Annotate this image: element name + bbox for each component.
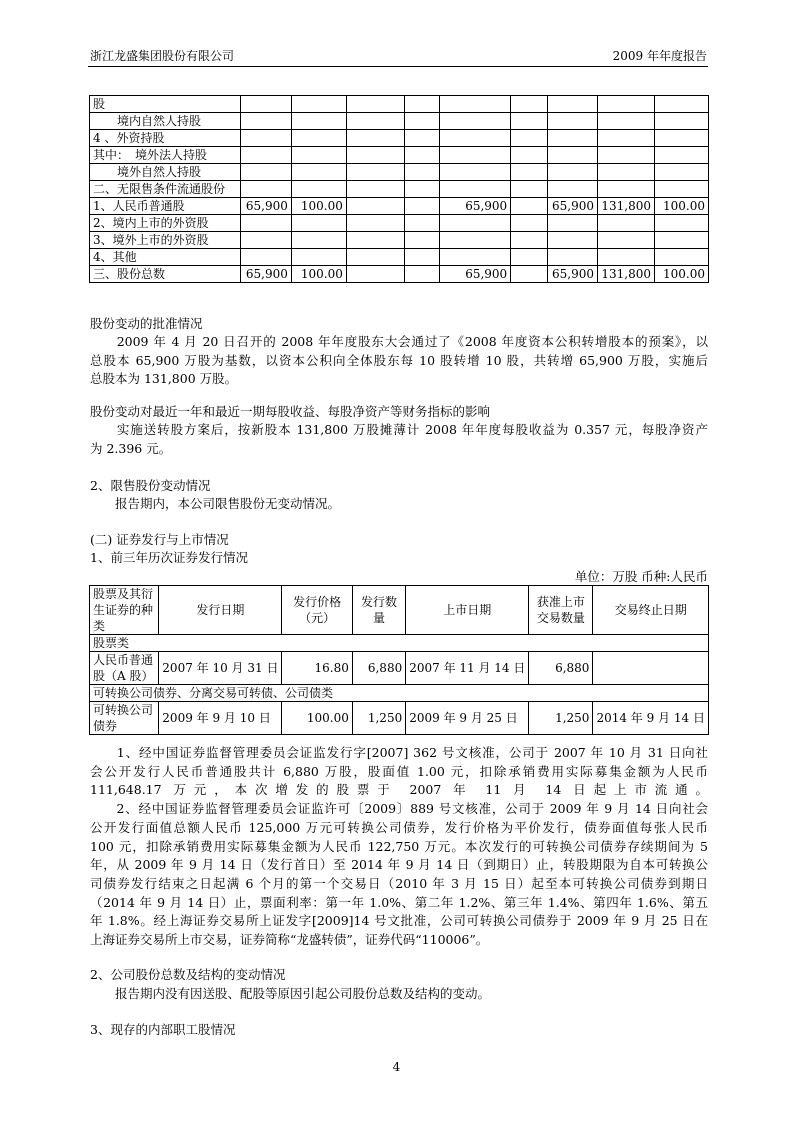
table-cell <box>511 130 548 147</box>
table-row <box>90 232 709 249</box>
group-row <box>90 685 709 702</box>
table-cell: 2009 年 9 月 10 日 <box>159 702 282 735</box>
table-cell: 65,900 <box>240 266 291 283</box>
table-row <box>90 266 709 283</box>
table-cell <box>240 147 291 164</box>
text-line: 报告期内没有因送股、配股等原因引起公司股份总数及结构的变动。 <box>90 986 491 1001</box>
table-cell <box>346 147 404 164</box>
text-line: 为 2.396 元。 <box>90 440 172 456</box>
table-cell: 100.00 <box>654 198 708 215</box>
table-row <box>90 113 709 130</box>
table-row <box>90 652 709 685</box>
table-cell: 2009 年 9 月 25 日 <box>406 702 529 735</box>
table-cell <box>654 164 708 181</box>
table-cell <box>511 181 548 198</box>
table-cell: 1,250 <box>529 702 593 735</box>
table-cell <box>440 130 511 147</box>
table-cell <box>404 130 440 147</box>
table-cell <box>511 96 548 113</box>
total-title: 2、公司股份总数及结构的变动情况 <box>90 967 286 982</box>
table-cell <box>240 215 291 232</box>
text-line: 总股本 65,900 万股为基数，以资本公积向全体股东每 10 股转增 10 股，共转增 65,900 万股，实施后 <box>90 352 708 368</box>
header-report: 2009 年年度报告 <box>612 49 707 63</box>
table-cell <box>240 113 291 130</box>
text-line: 100 元，扣除承销费用实际募集金额为人民币 122,750 万元。本次发行的可转换公司债券存续期间为 5 <box>90 838 708 854</box>
table-cell: 100.00 <box>291 198 346 215</box>
table-row <box>90 96 709 113</box>
text-line: 公开发行面值总额人民币 125,000 万元可转换公司债券，发行价格为平价发行，债券面值每张人民币 <box>90 819 708 835</box>
table-cell <box>346 96 404 113</box>
table-cell <box>654 113 708 130</box>
table-cell <box>654 96 708 113</box>
table-cell <box>511 232 548 249</box>
share-change-table <box>89 95 709 283</box>
table-cell <box>346 249 404 266</box>
table-row <box>90 215 709 232</box>
issue-title: (二) 证券发行与上市情况 <box>90 532 229 547</box>
table-cell <box>291 215 346 232</box>
table-cell <box>440 147 511 164</box>
table-cell <box>404 147 440 164</box>
table-cell <box>548 181 598 198</box>
table-cell <box>597 113 654 130</box>
table-cell: 三、股份总数 <box>90 266 241 283</box>
table-cell <box>291 181 346 198</box>
unit-note: 单位：万股 币种:人民币 <box>574 569 708 584</box>
table-cell <box>346 113 404 130</box>
securities-issue-table <box>89 585 709 735</box>
text-line: 实施送转股方案后，按新股本 131,800 万股摊薄计 2008 年年度每股收益为 0.357 元，每股净资产 <box>90 422 708 437</box>
table-cell <box>240 181 291 198</box>
table-cell: 2007 年 10 月 31 日 <box>159 652 282 685</box>
table-cell <box>548 96 598 113</box>
table-cell <box>291 164 346 181</box>
text-line: 年 1.8%。经上海证券交易所上证发字[2009]14 号文批准，公司可转换公司债券于 2009 年 9 月 25 日在 <box>90 913 708 929</box>
table-cell <box>597 130 654 147</box>
table-row <box>90 702 709 735</box>
text-line: 总股本为 131,800 万股。 <box>90 371 238 387</box>
table-cell <box>548 130 598 147</box>
table-cell <box>240 249 291 266</box>
table-cell <box>654 147 708 164</box>
table-cell <box>548 147 598 164</box>
table-cell <box>511 249 548 266</box>
table-cell: 65,900 <box>440 266 511 283</box>
table-cell <box>291 249 346 266</box>
table-cell <box>404 232 440 249</box>
table-cell: 境内自然人持股 <box>90 113 241 130</box>
table-row <box>90 147 709 164</box>
table-row <box>90 198 709 215</box>
table-cell <box>291 232 346 249</box>
table-cell: 4、其他 <box>90 249 241 266</box>
group-row <box>90 635 709 652</box>
text-line: 司债券发行结束之日起满 6 个月的第一个交易日（2010 年 3 月 15 日）起至本可转换公司债券到期日 <box>90 875 708 891</box>
table-cell: 65,900 <box>240 198 291 215</box>
table-cell <box>346 198 404 215</box>
table-cell <box>511 147 548 164</box>
table-cell <box>291 130 346 147</box>
table-cell <box>597 147 654 164</box>
table-cell <box>404 215 440 232</box>
header-company: 浙江龙盛集团股份有限公司 <box>90 49 235 63</box>
column-header: 发行数量 <box>352 586 405 635</box>
table-cell <box>440 249 511 266</box>
staff-title: 3、现存的内部职工股情况 <box>90 1022 236 1037</box>
table-cell <box>346 181 404 198</box>
text-line: 会公开发行人民币普通股共计 6,880 万股，股面值 1.00 元，扣除承销费用实际募集金额为人民币 <box>90 763 708 779</box>
table-cell: 境外自然人持股 <box>90 164 241 181</box>
text-line: 报告期内，本公司限售股份无变动情况。 <box>90 496 341 511</box>
table-cell <box>440 232 511 249</box>
table-cell <box>404 113 440 130</box>
page-number: 4 <box>392 1060 401 1074</box>
issue-subtitle: 1、前三年历次证券发行情况 <box>90 550 248 565</box>
column-header: 发行价格（元） <box>282 586 352 635</box>
table-cell <box>404 96 440 113</box>
table-cell: 人民币普通股（A 股） <box>90 652 159 685</box>
header-divider <box>88 66 708 67</box>
table-cell <box>404 164 440 181</box>
text-line: 2、经中国证券监督管理委员会证监许可〔2009〕889 号文核准，公司于 2009 年 9 月 14 日向社会 <box>90 801 708 817</box>
table-cell: 100.00 <box>291 266 346 283</box>
table-cell: 100.00 <box>282 702 352 735</box>
table-cell: 其中： 境外法人持股 <box>90 147 241 164</box>
table-cell: 4 、外资持股 <box>90 130 241 147</box>
column-header: 股票及其衍生证券的种类 <box>90 586 159 635</box>
table-cell <box>548 232 598 249</box>
table-cell <box>654 232 708 249</box>
table-cell: 股 <box>90 96 241 113</box>
table-cell <box>597 215 654 232</box>
table-cell: 16.80 <box>282 652 352 685</box>
table-cell <box>240 96 291 113</box>
table-cell: 3、境外上市的外资股 <box>90 232 241 249</box>
restricted-title: 2、限售股份变动情况 <box>90 478 211 493</box>
table-cell <box>511 113 548 130</box>
table-cell <box>346 130 404 147</box>
table-cell <box>346 215 404 232</box>
table-cell <box>404 198 440 215</box>
table-cell: 2、境内上市的外资股 <box>90 215 241 232</box>
table-cell: 二、无限售条件流通股份 <box>90 181 241 198</box>
table-cell <box>597 232 654 249</box>
table-cell <box>511 215 548 232</box>
text-line: 年，从 2009 年 9 月 14 日（发行首日）至 2014 年 9 月 14 日（到期日）止，转股期限为自本可转换公 <box>90 857 708 873</box>
table-cell: 可转换公司债券 <box>90 702 159 735</box>
table-cell <box>511 198 548 215</box>
table-cell <box>597 96 654 113</box>
text-line: 1、经中国证券监督管理委员会证监发行字[2007] 362 号文核准，公司于 2007 年 10 月 31 日向社 <box>90 745 708 760</box>
text-line: 上海证券交易所上市交易，证券简称“龙盛转债”，证券代码“110006”。 <box>90 932 489 947</box>
table-cell <box>291 147 346 164</box>
table-cell <box>346 232 404 249</box>
column-header: 发行日期 <box>159 586 282 635</box>
table-cell: 65,900 <box>440 198 511 215</box>
table-cell <box>346 266 404 283</box>
table-row <box>90 130 709 147</box>
table-cell <box>440 96 511 113</box>
table-cell: 100.00 <box>654 266 708 283</box>
table-cell: 6,880 <box>352 652 405 685</box>
table-cell <box>404 266 440 283</box>
column-header: 上市日期 <box>406 586 529 635</box>
table-row <box>90 164 709 181</box>
table-cell <box>548 164 598 181</box>
column-header: 交易终止日期 <box>593 586 709 635</box>
table-cell: 65,900 <box>548 266 598 283</box>
group-label: 股票类 <box>90 635 709 652</box>
table-cell <box>597 249 654 266</box>
table-cell <box>440 113 511 130</box>
table-cell <box>240 164 291 181</box>
text-line: 111,648.17 万元，本次增发的股票于 2007 年 11 月 14 日起上市流通。 <box>90 782 708 798</box>
table-cell: 1,250 <box>352 702 405 735</box>
table-cell <box>511 266 548 283</box>
table-cell: 2007 年 11 月 14 日 <box>406 652 529 685</box>
group-label: 可转换公司债券、分离交易可转债、公司债类 <box>90 685 709 702</box>
approval-title: 股份变动的批准情况 <box>90 316 203 331</box>
table-cell: 2014 年 9 月 14 日 <box>593 702 709 735</box>
table-cell <box>548 113 598 130</box>
table-row <box>90 181 709 198</box>
table-cell: 6,880 <box>529 652 593 685</box>
table-cell <box>654 249 708 266</box>
table-cell <box>597 181 654 198</box>
table-cell <box>404 181 440 198</box>
table-cell <box>240 130 291 147</box>
table-cell: 131,800 <box>597 266 654 283</box>
table-cell <box>654 181 708 198</box>
table-cell <box>654 215 708 232</box>
table-cell <box>291 113 346 130</box>
table-cell: 65,900 <box>548 198 598 215</box>
table-cell: 131,800 <box>597 198 654 215</box>
table-row <box>90 249 709 266</box>
table-cell <box>511 164 548 181</box>
table-cell <box>654 130 708 147</box>
table-cell: 1、人民币普通股 <box>90 198 241 215</box>
table-cell <box>593 652 709 685</box>
table-cell <box>240 232 291 249</box>
table-cell <box>440 164 511 181</box>
table-cell <box>404 249 440 266</box>
impact-title: 股份变动对最近一年和最近一期每股收益、每股净资产等财务指标的影响 <box>90 404 491 419</box>
table-cell <box>548 249 598 266</box>
text-line: 2009 年 4 月 20 日召开的 2008 年年度股东大会通过了《2008 年度资本公积转增股本的预案》，以 <box>90 334 708 349</box>
column-header: 获准上市交易数量 <box>529 586 593 635</box>
text-line: （2014 年 9 月 14 日）止，票面利率：第一年 1.0%、第二年 1.2%、第三年 1.4%、第四年 1.6%、第五 <box>90 894 708 910</box>
table-header-row <box>90 586 709 635</box>
table-cell <box>548 215 598 232</box>
table-cell <box>346 164 404 181</box>
table-cell <box>597 164 654 181</box>
table-cell <box>291 96 346 113</box>
table-cell <box>440 215 511 232</box>
table-cell <box>440 181 511 198</box>
